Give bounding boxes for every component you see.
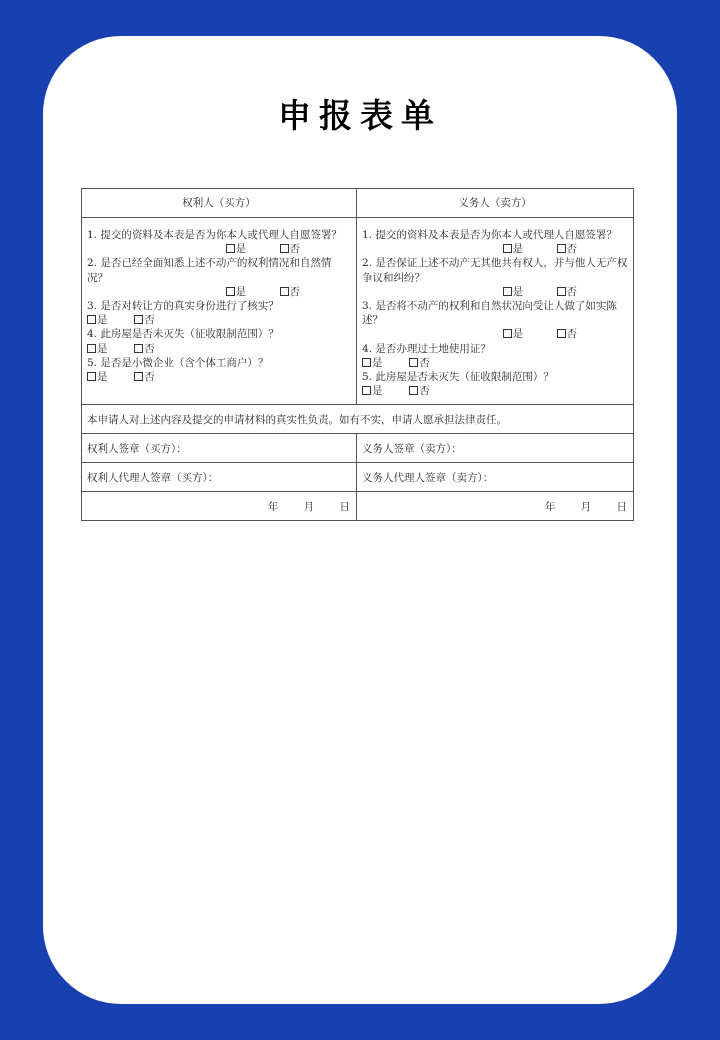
buyer-q5-no[interactable] xyxy=(134,370,155,384)
seller-q2-options xyxy=(362,285,629,299)
form-page xyxy=(43,36,677,1004)
buyer-question-5: 5. 是否是小微企业（含个体工商户）？ xyxy=(87,356,269,369)
yes-label: 是 xyxy=(97,371,108,384)
checkbox-icon xyxy=(134,372,143,381)
seller-q2-no[interactable] xyxy=(557,285,578,299)
checkbox-icon xyxy=(503,287,512,296)
checkbox-icon xyxy=(557,244,566,253)
buyer-question-1: 1. 提交的资料及本表是否为你本人或代理人自愿签署？ xyxy=(87,229,342,241)
checkbox-icon xyxy=(280,287,289,296)
buyer-header: 权利人（买方） xyxy=(82,189,357,218)
no-label: 否 xyxy=(144,342,155,355)
buyer-q5-options xyxy=(87,370,352,384)
buyer-q4-yes[interactable] xyxy=(87,342,108,356)
buyer-q1-no[interactable] xyxy=(280,242,301,256)
yes-label: 是 xyxy=(235,243,247,256)
yes-label: 是 xyxy=(372,356,383,369)
buyer-sign-field[interactable]: 权利人签章（买方）： xyxy=(82,434,357,463)
seller-agent-sign-field[interactable]: 义务人代理人签章（卖方）： xyxy=(357,463,634,492)
seller-question-1: 1. 提交的资料及本表是否为你本人或代理人自愿签署？ xyxy=(362,229,617,241)
seller-date-field[interactable]: 年 月 日 xyxy=(357,492,634,521)
buyer-date-field[interactable]: 年 月 日 xyxy=(82,492,357,521)
checkbox-icon xyxy=(134,315,143,324)
seller-q3-no[interactable] xyxy=(557,327,578,341)
buyer-q1-options xyxy=(87,242,352,256)
page-title: 申报表单 xyxy=(278,96,442,135)
buyer-question-2: 2. 是否已经全面知悉上述不动产的权利情况和自然情况？ xyxy=(87,257,332,284)
checkbox-icon xyxy=(557,287,566,296)
checkbox-icon xyxy=(87,372,96,381)
seller-q5-no[interactable] xyxy=(409,384,430,398)
yes-label: 是 xyxy=(235,285,247,298)
buyer-q3-options xyxy=(87,313,352,327)
checkbox-icon xyxy=(409,358,418,367)
checkbox-icon xyxy=(362,386,371,395)
no-label: 否 xyxy=(419,385,430,398)
checkbox-icon xyxy=(503,329,512,338)
checkbox-icon xyxy=(226,244,235,253)
buyer-q3-yes[interactable] xyxy=(87,313,108,327)
seller-questions xyxy=(357,218,634,405)
buyer-q4-options xyxy=(87,342,352,356)
checkbox-icon xyxy=(87,315,96,324)
seller-q4-yes[interactable] xyxy=(362,356,383,370)
no-label: 否 xyxy=(566,285,577,298)
buyer-q2-yes[interactable] xyxy=(226,285,247,299)
checkbox-icon xyxy=(226,287,235,296)
seller-q2-yes[interactable] xyxy=(503,285,524,299)
seller-q5-yes[interactable] xyxy=(362,384,383,398)
buyer-question-4: 4. 此房屋是否未灭失（征收限制范围）？ xyxy=(87,328,279,341)
seller-q3-options xyxy=(362,327,629,341)
seller-q1-yes[interactable] xyxy=(503,242,524,256)
buyer-q2-no[interactable] xyxy=(280,285,301,299)
seller-q3-yes[interactable] xyxy=(503,327,524,341)
checkbox-icon xyxy=(503,244,512,253)
buyer-agent-sign-field[interactable]: 权利人代理人签章（买方）： xyxy=(82,463,357,492)
no-label: 否 xyxy=(144,371,155,384)
yes-label: 是 xyxy=(512,243,524,256)
buyer-q4-no[interactable] xyxy=(134,342,155,356)
buyer-q1-yes[interactable] xyxy=(226,242,247,256)
yes-label: 是 xyxy=(512,285,524,298)
buyer-q2-options xyxy=(87,285,352,299)
no-label: 否 xyxy=(566,328,577,341)
yes-label: 是 xyxy=(512,328,524,341)
checkbox-icon xyxy=(409,386,418,395)
declaration-text: 本申请人对上述内容及提交的申请材料的真实性负责。如有不实，申请人愿承担法律责任。 xyxy=(82,405,634,434)
no-label: 否 xyxy=(289,285,300,298)
seller-q4-options xyxy=(362,356,629,370)
buyer-question-3: 3. 是否对转让方的真实身份进行了核实？ xyxy=(87,300,279,313)
buyer-q3-no[interactable] xyxy=(134,313,155,327)
seller-q1-no[interactable] xyxy=(557,242,578,256)
no-label: 否 xyxy=(566,243,577,256)
no-label: 否 xyxy=(144,314,155,327)
declaration-form xyxy=(81,188,634,521)
yes-label: 是 xyxy=(97,314,108,327)
no-label: 否 xyxy=(419,356,430,369)
seller-sign-field[interactable]: 义务人签章（卖方）： xyxy=(357,434,634,463)
no-label: 否 xyxy=(289,243,300,256)
checkbox-icon xyxy=(362,358,371,367)
seller-question-2: 2. 是否保证上述不动产无其他共有权人，并与他人无产权争议和纠纷？ xyxy=(362,257,628,284)
yes-label: 是 xyxy=(372,385,383,398)
checkbox-icon xyxy=(280,244,289,253)
yes-label: 是 xyxy=(97,342,108,355)
seller-question-4: 4. 是否办理过土地使用证？ xyxy=(362,342,491,355)
buyer-questions xyxy=(82,218,357,405)
checkbox-icon xyxy=(87,344,96,353)
seller-question-3: 3. 是否将不动产的权利和自然状况向受让人做了如实陈述？ xyxy=(362,300,617,327)
checkbox-icon xyxy=(557,329,566,338)
seller-q5-options xyxy=(362,384,629,398)
seller-q1-options xyxy=(362,242,629,256)
seller-question-5: 5. 此房屋是否未灭失（征收限制范围）？ xyxy=(362,371,554,384)
checkbox-icon xyxy=(134,344,143,353)
buyer-q5-yes[interactable] xyxy=(87,370,108,384)
seller-q4-no[interactable] xyxy=(409,356,430,370)
seller-header: 义务人（卖方） xyxy=(357,189,634,218)
